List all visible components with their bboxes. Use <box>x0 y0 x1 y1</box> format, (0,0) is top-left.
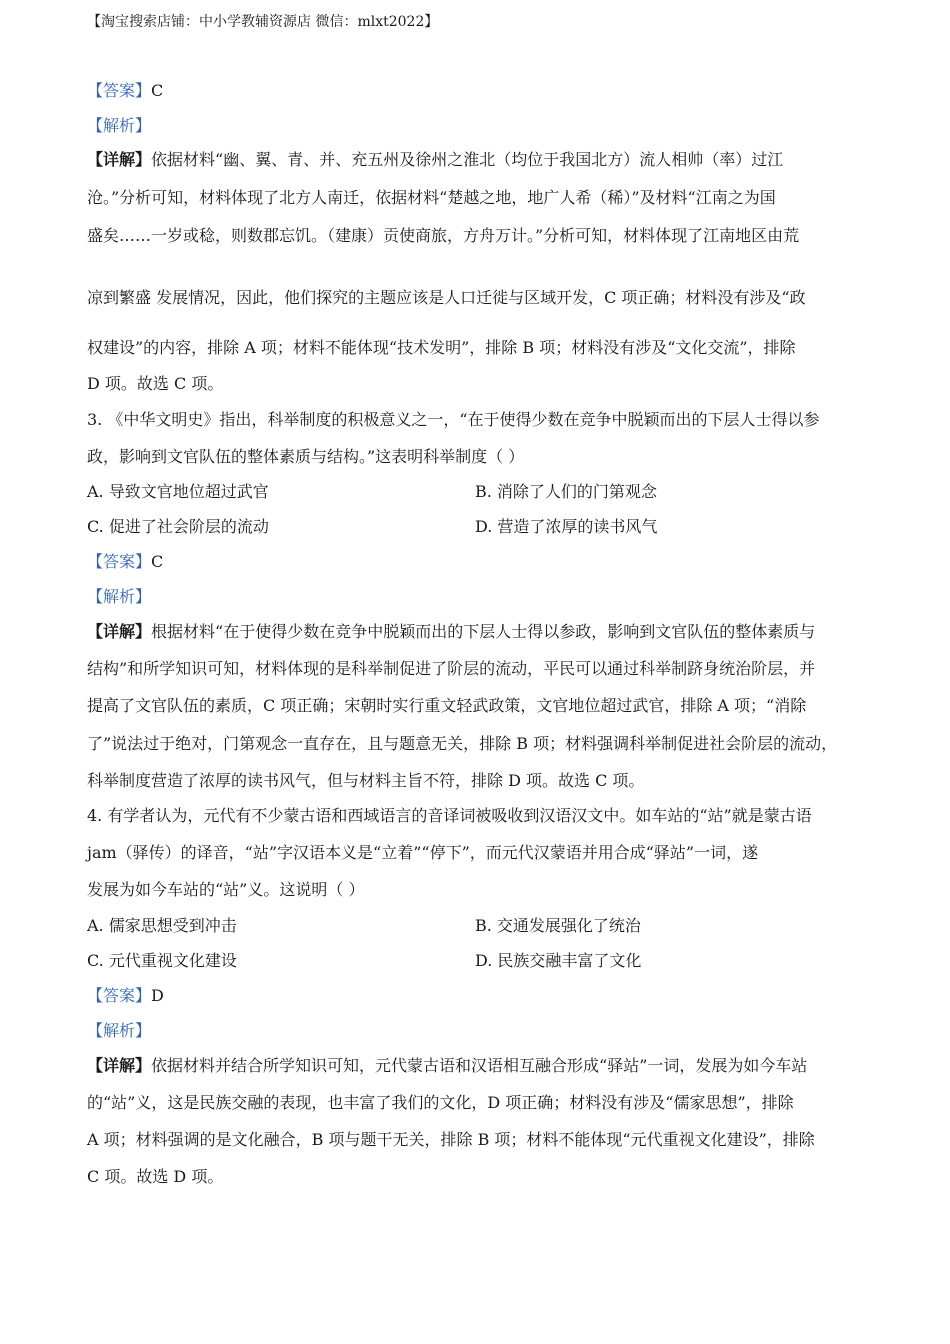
question-stem: 4. 有学者认为，元代有不少蒙古语和西域语言的音译词被吸收到汉语汉文中。如车站的“站”就是蒙古语 <box>87 806 812 825</box>
answer-value: C <box>151 552 164 571</box>
detail-line: 盛矣……一岁或稔，则数郡忘饥。（建康）贡使商旅，方舟万计。”分析可知，材料体现了江南地区由荒 <box>87 226 800 245</box>
detail-text: 根据材料“在于使得少数在竞争中脱颖而出的下层人士得以参政，影响到文官队伍的整体素质与 <box>151 622 816 641</box>
detail-text: 依据材料并结合所学知识可知，元代蒙古语和汉语相互融合形成“驿站”一词，发展为如今车站 <box>151 1056 808 1075</box>
detail-line: 提高了文官队伍的素质，C 项正确；宋朝时实行重文轻武政策，文官地位超过武官，排除 A 项；“消除 <box>87 696 807 715</box>
option-d: D. 民族交融丰富了文化 <box>475 951 642 970</box>
answer-line <box>87 552 163 572</box>
detail-line <box>87 1056 807 1076</box>
option-c: C. 元代重视文化建设 <box>87 951 237 970</box>
option-a: A. 导致文官地位超过武官 <box>87 482 269 501</box>
detail-line: 权建设”的内容，排除 A 项；材料不能体现“技术发明”，排除 B 项；材料没有涉及“文化交流”，排除 <box>87 338 796 357</box>
detail-text: 依据材料“幽、翼、青、并、充五州及徐州之淮北（均位于我国北方）流人相帅（率）过江 <box>151 150 784 169</box>
detail-line: 沧。”分析可知，材料体现了北方人南迁，依据材料“楚越之地，地广人希（稀）”及材料“江南之为国 <box>87 188 776 207</box>
analysis-tag: 【解析】 <box>87 1021 152 1040</box>
answer-line <box>87 81 163 101</box>
detail-line <box>87 622 815 642</box>
option-c: C. 促进了社会阶层的流动 <box>87 517 269 536</box>
answer-value: D <box>151 986 164 1005</box>
answer-line <box>87 986 164 1006</box>
answer-tag: 【答案】 <box>87 81 152 100</box>
option-b: B. 消除了人们的门第观念 <box>475 482 657 501</box>
question-stem: jam（驿传）的译音，“站”字汉语本义是“立着”“停下”，而元代汉蒙语并用合成“驿站”一词，遂 <box>87 843 759 862</box>
detail-line: A 项；材料强调的是文化融合，B 项与题干无关，排除 B 项；材料不能体现“元代重视文化建设”，排除 <box>87 1130 815 1149</box>
detail-line: C 项。故选 D 项。 <box>87 1167 224 1186</box>
detail-tag: 【详解】 <box>87 1056 152 1075</box>
page-header: 【淘宝搜索店铺：中小学教辅资源店 微信：mlxt2022】 <box>87 14 439 30</box>
option-b: B. 交通发展强化了统治 <box>475 916 641 935</box>
option-a: A. 儒家思想受到冲击 <box>87 916 237 935</box>
detail-line: 科举制度营造了浓厚的读书风气，但与材料主旨不符，排除 D 项。故选 C 项。 <box>87 771 645 790</box>
detail-line: 结构”和所学知识可知，材料体现的是科举制促进了阶层的流动，平民可以通过科举制跻身统治阶层，并 <box>87 659 816 678</box>
option-d: D. 营造了浓厚的读书风气 <box>475 517 658 536</box>
detail-line <box>87 150 783 170</box>
detail-line: D 项。故选 C 项。 <box>87 374 224 393</box>
answer-tag: 【答案】 <box>87 986 152 1005</box>
detail-tag: 【详解】 <box>87 150 152 169</box>
question-stem: 3. 《中华文明史》指出，科举制度的积极意义之一，“在于使得少数在竞争中脱颖而出的下层人士得以参 <box>87 410 820 429</box>
question-stem: 政，影响到文官队伍的整体素质与结构。”这表明科举制度（ ） <box>87 447 525 466</box>
analysis-tag: 【解析】 <box>87 116 152 135</box>
analysis-tag: 【解析】 <box>87 587 152 606</box>
detail-line: 的“站”义，这是民族交融的表现，也丰富了我们的文化，D 项正确；材料没有涉及“儒家思想”，排除 <box>87 1093 794 1112</box>
question-stem: 发展为如今车站的“站”义。这说明（ ） <box>87 880 365 899</box>
detail-line: 凉到繁盛 发展情况，因此，他们探究的主题应该是人口迁徙与区域开发，C 项正确；材料没有涉及“政 <box>87 288 806 307</box>
answer-tag: 【答案】 <box>87 552 152 571</box>
detail-tag: 【详解】 <box>87 622 152 641</box>
answer-value: C <box>151 81 164 100</box>
detail-line: 了”说法过于绝对，门第观念一直存在，且与题意无关，排除 B 项；材料强调科举制促进社会阶层的流动， <box>87 734 838 753</box>
